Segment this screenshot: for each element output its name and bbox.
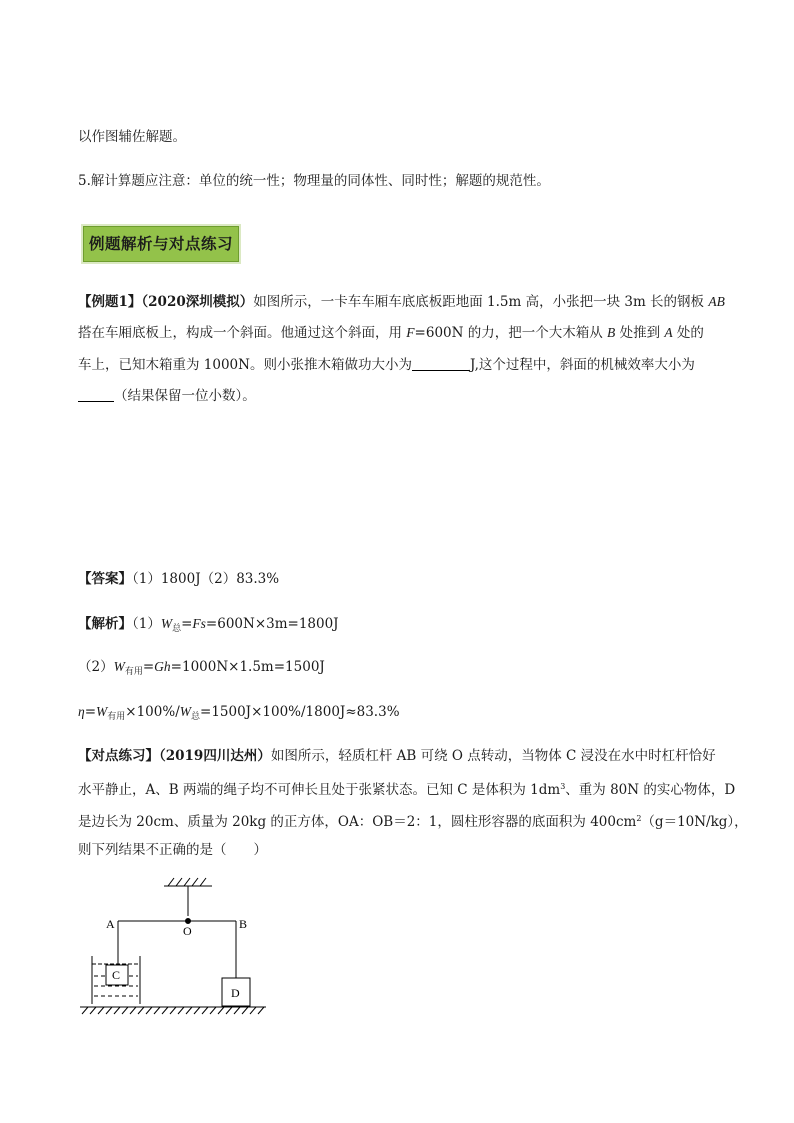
ceiling-support <box>164 878 212 916</box>
example1-text-4: （结果保留一位小数）。 <box>114 388 256 404</box>
analysis-line-1 <box>78 614 339 639</box>
label-b: B <box>239 917 248 931</box>
answer-line <box>78 569 279 589</box>
analysis-line-3 <box>78 702 400 727</box>
example1-text-3b: J,这个过程中，斜面的机械效率大小为 <box>469 357 695 373</box>
analysis-text-3b: ×100%/ <box>125 704 180 720</box>
example1-line-4 <box>78 386 256 406</box>
example1-text-3a: 车上，已知木箱重为 1000N。则小张推木箱做功大小为 <box>78 357 412 373</box>
practice-text-1: 如图所示，轻质杠杆 AB 可绕 O 点转动，当物体 C 浸没在水中时杠杆恰好 <box>270 748 716 764</box>
answer-tag: 【答案】 <box>78 571 132 587</box>
analysis-w-total-2: W <box>179 704 191 719</box>
practice-source: （2019四川达州） <box>159 748 271 764</box>
analysis-sub-useful-2: 有用 <box>107 712 126 722</box>
analysis-text-2a: （2） <box>78 659 114 675</box>
example1-source: （2020深圳模拟） <box>141 294 254 310</box>
analysis-text-3a: = <box>84 704 97 720</box>
intro-line-2: 5.解计算题应注意：单位的统一性；物理量的同体性、同时性；解题的规范性。 <box>78 173 550 189</box>
answer-blank-2[interactable] <box>78 387 114 402</box>
analysis-text-1a: （1） <box>132 616 161 632</box>
example1-text-2b: =600N 的力，把一个大木箱从 <box>414 325 608 341</box>
label-d: D <box>231 986 240 1000</box>
example1-var-ab: AB <box>708 294 725 309</box>
practice-line-3 <box>78 809 748 832</box>
analysis-text-3c: =1500J×100%/1800J≈83.3% <box>200 704 400 720</box>
analysis-w-useful-2: W <box>96 704 108 719</box>
analysis-sub-total: 总 <box>172 624 182 634</box>
example1-text-2a: 搭在车厢底板上，构成一个斜面。他通过这个斜面，用 <box>78 325 407 341</box>
example1-var-f: F <box>406 325 415 340</box>
example1-text-1: 如图所示，一卡车车厢车底底板距地面 1.5m 高，小张把一块 3m 长的钢板 <box>253 294 709 310</box>
practice-sup-2: 2 <box>636 814 642 823</box>
analysis-text-1b: = <box>181 616 193 632</box>
analysis-text-2c: =1000N×1.5m=1500J <box>170 659 325 675</box>
section-banner-label: 例题解析与对点练习 <box>88 235 233 253</box>
practice-line-4 <box>78 840 267 860</box>
practice-text-4: 则下列结果不正确的是（ ） <box>78 842 267 858</box>
practice-text-2b: 、重为 80N 的实心物体，D <box>565 782 736 798</box>
analysis-gh: Gh <box>154 659 171 674</box>
analysis-sub-useful: 有用 <box>124 667 143 677</box>
answer-blank-1[interactable] <box>412 356 470 371</box>
example1-tag: 【例题1】 <box>78 294 142 310</box>
analysis-eta: η <box>78 704 85 719</box>
answer-text: （1）1800J（2）83.3% <box>132 571 280 587</box>
practice-line-2 <box>78 777 735 800</box>
practice-text-3a: 是边长为 20cm、质量为 20kg 的正方体，OA：OB＝2：1，圆柱形容器的底面积为 400cm <box>78 814 637 830</box>
example1-line-1 <box>78 292 725 312</box>
example1-var-a: A <box>664 325 673 340</box>
analysis-text-2b: = <box>142 659 155 675</box>
analysis-w-total: W <box>160 616 173 631</box>
analysis-sub-total-2: 总 <box>191 712 201 722</box>
example1-line-2 <box>78 323 704 343</box>
analysis-tag: 【解析】 <box>78 616 132 632</box>
intro-line-1: 以作图辅佐解题。 <box>78 129 186 145</box>
pivot-o <box>186 919 191 924</box>
practice-text-3b: （g＝10N/kg）， <box>641 814 748 830</box>
analysis-w-useful: W <box>113 659 125 674</box>
ground <box>80 1007 266 1014</box>
practice-text-2a: 水平静止，A、B 两端的绳子均不可伸长且处于张紧状态。已知 C 是体积为 1dm <box>78 782 561 798</box>
practice-line-1 <box>78 746 716 766</box>
analysis-text-1c: =600N×3m=1800J <box>205 616 339 632</box>
section-banner <box>83 226 239 262</box>
example1-text-2d: 处的 <box>672 325 704 341</box>
analysis-fs: Fs <box>192 616 206 631</box>
example1-var-b: B <box>607 325 616 340</box>
practice-sup-3: 3 <box>560 782 566 791</box>
example1-line-3 <box>78 355 695 375</box>
label-a: A <box>106 917 115 931</box>
example1-text-2c: 处推到 <box>615 325 665 341</box>
lever-diagram <box>76 876 276 1026</box>
practice-tag: 【对点练习】 <box>78 748 159 764</box>
label-o: O <box>183 924 192 938</box>
analysis-line-2 <box>78 657 325 682</box>
label-c: C <box>112 968 121 982</box>
